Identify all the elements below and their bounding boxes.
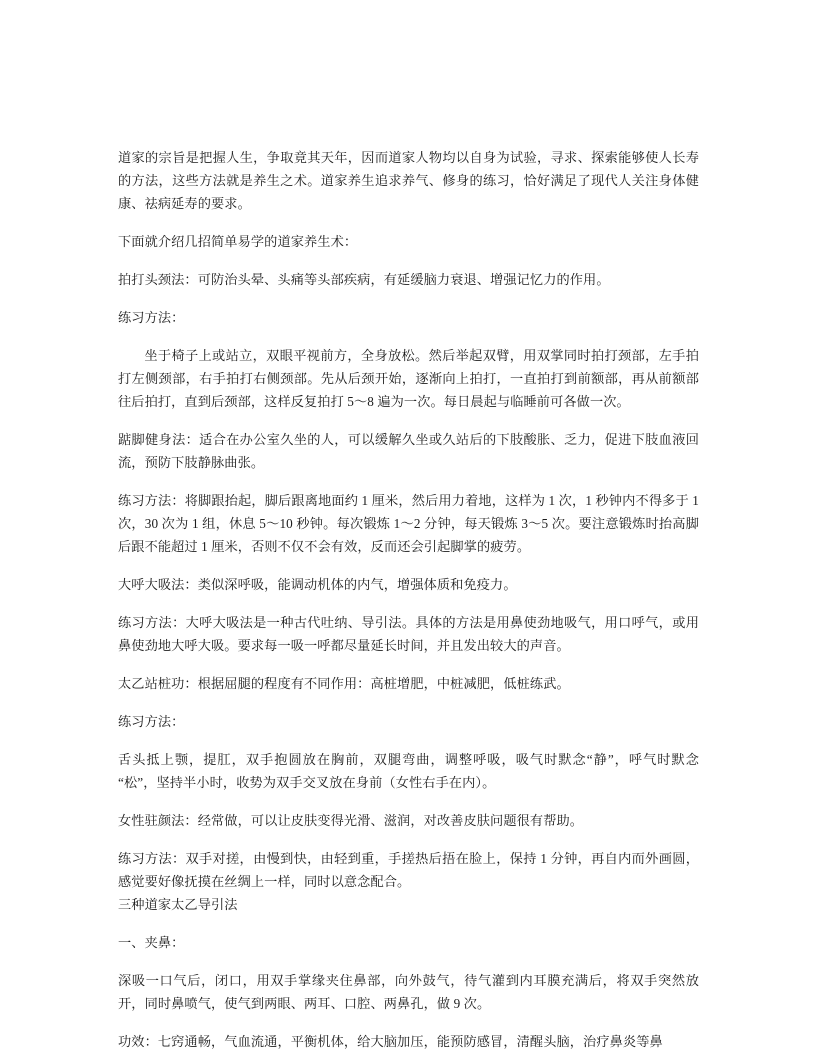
paragraph-section-heading: 三种道家太乙导引法 — [118, 897, 238, 912]
paragraph-intro: 道家的宗旨是把握人生，争取竟其天年，因而道家人物均以自身为试验，寻求、探索能够使人长寿的方法，这些方法就是养生之术。道家养生追求养气、修身的练习，恰好满足了现代人关注身体健康、祛病延寿的要求。 — [118, 150, 699, 211]
document-text-body — [118, 146, 699, 1053]
paragraph-method-4-practice-body: 舌头抵上颚，提肛，双手抱圆放在胸前，双腿弯曲，调整呼吸，吸气时默念“静”，呼气时默念“松”，坚持半小时，收势为双手交叉放在身前（女性右手在内）。 — [118, 752, 699, 790]
paragraph-part-1-effect: 功效：七窍通畅，气血流通，平衡机体，给大脑加压，能预防感冒，清醒头脑，治疗鼻炎等鼻 — [118, 1034, 663, 1049]
paragraph-method-5-practice: 练习方法：双手对搓，由慢到快，由轻到重，手搓热后捂在脸上，保持 1 分钟，再自内而外画圆，感觉要好像抚摸在丝绸上一样，同时以意念配合。 — [118, 851, 699, 889]
paragraph-method-4-practice-label: 练习方法： — [118, 714, 185, 729]
paragraph-method-1-practice-label: 练习方法： — [118, 310, 185, 325]
paragraph-method-1-practice-body: 坐于椅子上或站立，双眼平视前方，全身放松。然后举起双臂，用双掌同时拍打颈部，左手拍打左侧颈部，右手拍打右侧颈部。先从后颈开始，逐渐向上拍打，一直拍打到前额部，再从前额部往后拍打，直到后颈部，这样反复拍打 5～8 遍为一次。每日晨起与临睡前可各做一次。 — [118, 348, 699, 409]
paragraph-method-3-title: 大呼大吸法：类似深呼吸，能调动机体的内气，增强体质和免疫力。 — [118, 577, 517, 592]
paragraph-part-1-heading: 一、夹鼻： — [118, 935, 185, 950]
paragraph-method-1-title: 拍打头颈法：可防治头晕、头痛等头部疾病，有延缓脑力衰退、增强记忆力的作用。 — [118, 272, 610, 287]
paragraph-lead-in: 下面就介绍几招简单易学的道家养生术： — [118, 234, 358, 249]
paragraph-method-2-title: 踮脚健身法：适合在办公室久坐的人，可以缓解久坐或久站后的下肢酸胀、乏力，促进下肢血液回流，预防下肢静脉曲张。 — [118, 432, 699, 470]
paragraph-method-5-title: 女性驻颜法：经常做，可以让皮肤变得光滑、滋润，对改善皮肤问题很有帮助。 — [118, 813, 584, 828]
paragraph-part-1-body: 深吸一口气后，闭口，用双手掌缘夹住鼻部，向外鼓气，待气灌到内耳膜充满后，将双手突然放开，同时鼻喷气，使气到两眼、两耳、口腔、两鼻孔，做 9 次。 — [118, 973, 699, 1011]
paragraph-method-4-title: 太乙站桩功：根据屈腿的程度有不同作用：高桩增肥，中桩减肥，低桩练武。 — [118, 676, 570, 691]
paragraph-method-2-practice: 练习方法：将脚跟抬起，脚后跟离地面约 1 厘米，然后用力着地，这样为 1 次，1 秒钟内不得多于 1 次，30 次为 1 组，休息 5～10 秒钟。每次锻炼 1～2 分钟，每天锻炼 3～5 次。要注意锻炼时抬高脚后跟不能超过 1 厘米，否则不仅不会有效，反而还会引起脚掌的疲劳。 — [118, 493, 699, 554]
paragraph-method-3-practice: 练习方法：大呼大吸法是一种古代吐纳、导引法。具体的方法是用鼻使劲地吸气，用口呼气，或用鼻使劲地大呼大吸。要求每一吸一呼都尽量延长时间，并且发出较大的声音。 — [118, 615, 699, 653]
